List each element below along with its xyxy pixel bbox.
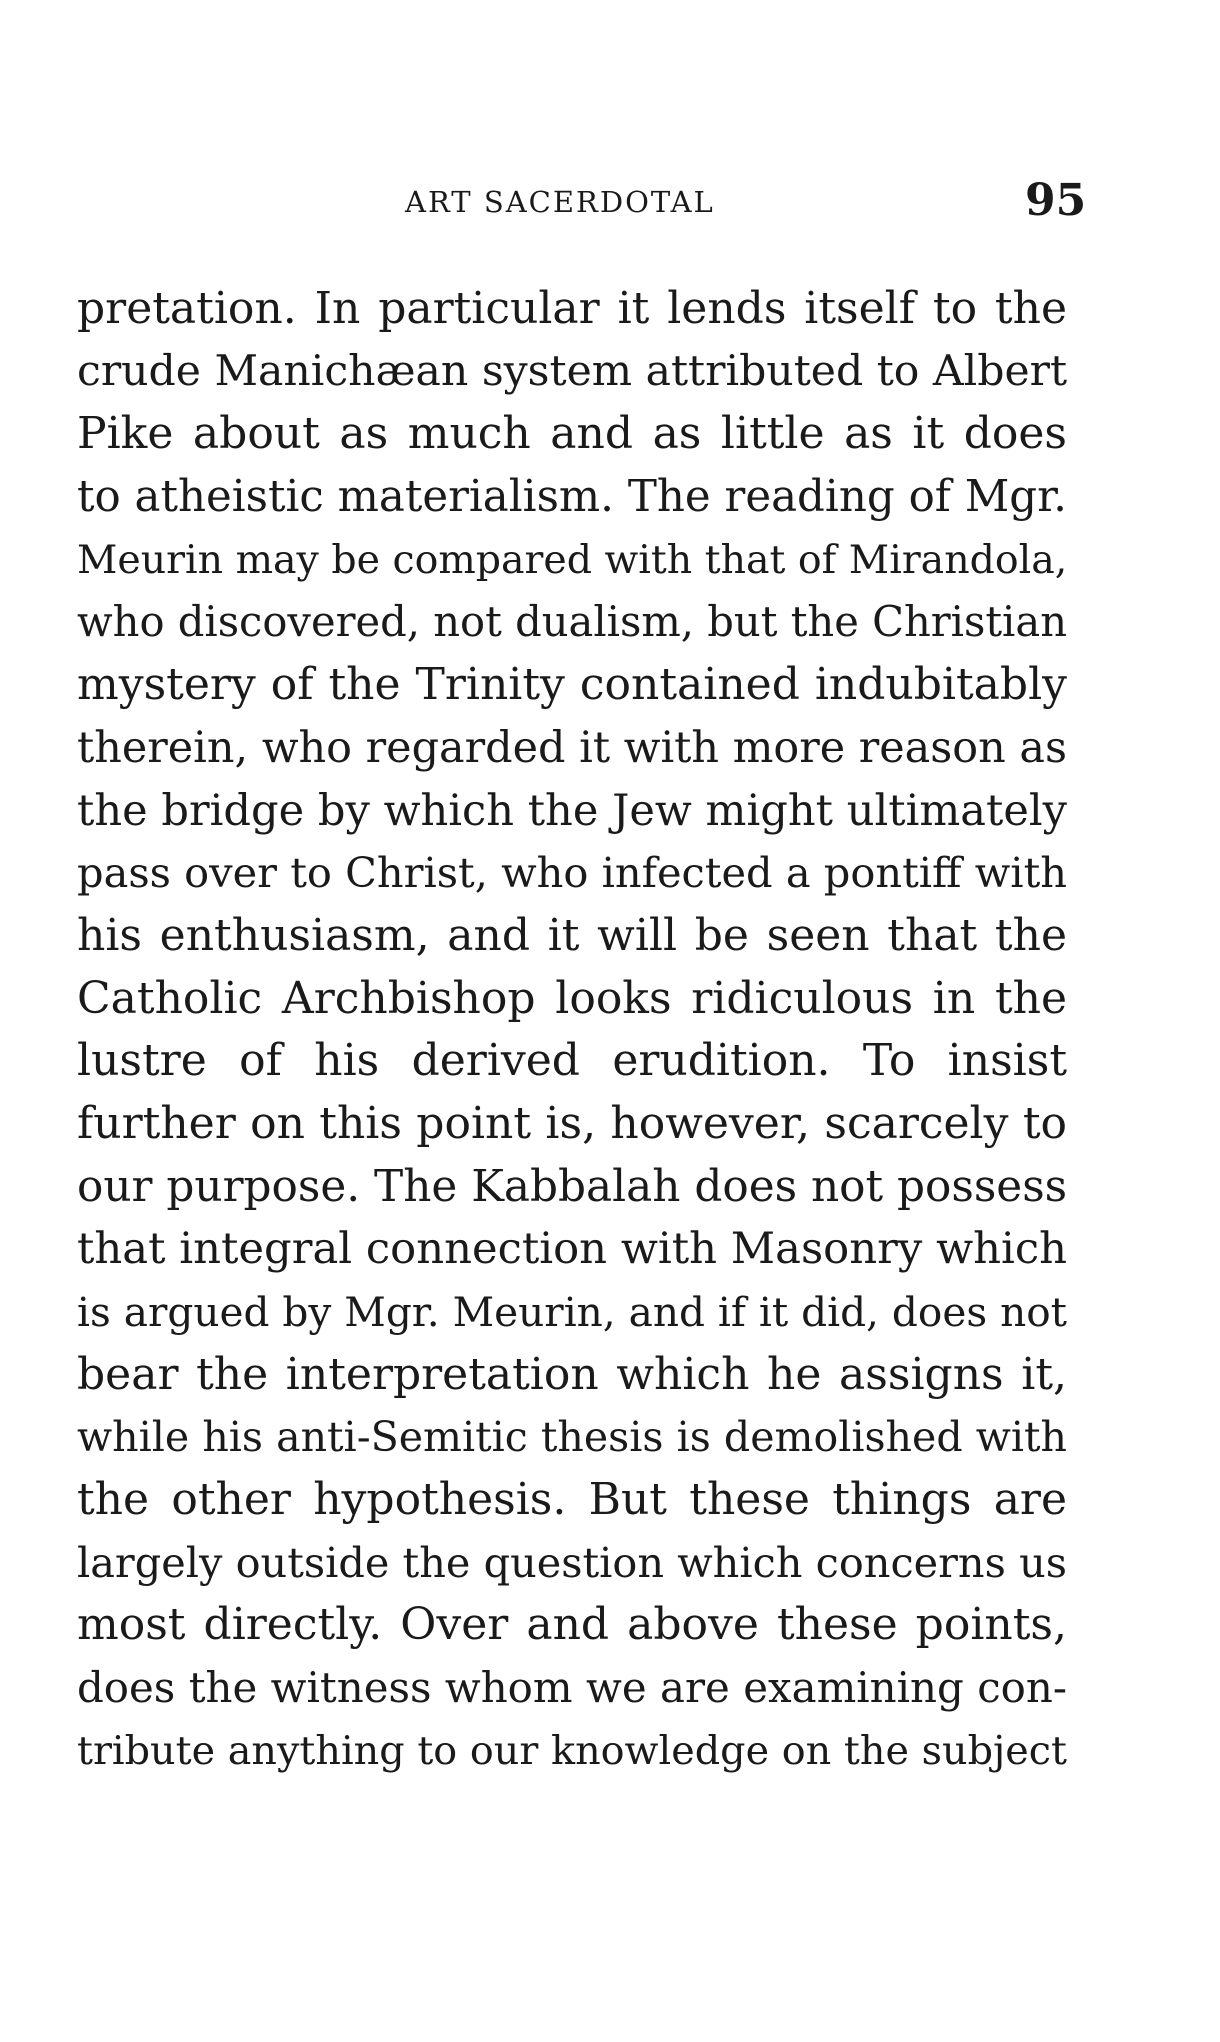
text-line: largely outside the question which concerns us (77, 1538, 1067, 1587)
text-line: therein, who regarded it with more reason as (77, 722, 1067, 773)
body-text (77, 278, 1067, 1783)
text-line: pass over to Christ, who infected a pontiff with (77, 848, 1067, 898)
page-number: 95 (1025, 175, 1087, 226)
text-line: the bridge by which the Jew might ultimately (77, 785, 1067, 836)
text-line: who discovered, not dualism, but the Christian (77, 597, 1067, 647)
text-line: his enthusiasm, and it will be seen that the (77, 909, 1067, 961)
text-line: further on this point is, however, scarcely to (77, 1097, 1067, 1149)
text-line: is argued by Mgr. Meurin, and if it did, does not (77, 1288, 1067, 1336)
text-line: tribute anything to our knowledge on the subject (77, 1727, 1067, 1774)
text-line: our purpose. The Kabbalah does not possess (77, 1160, 1068, 1212)
text-line: to atheistic materialism. The reading of Mgr. (77, 472, 1067, 523)
text-line: Pike about as much and as little as it does (77, 408, 1067, 460)
text-line: the other hypothesis. But these things are (77, 1474, 1067, 1526)
text-line: that integral connection with Masonry which (77, 1224, 1067, 1275)
text-line: lustre of his derived erudition. To insist (77, 1035, 1067, 1087)
text-line: bear the interpretation which he assigns it, (77, 1348, 1067, 1400)
running-head: ART SACERDOTAL (405, 185, 715, 219)
text-line: mystery of the Trinity contained indubitably (77, 659, 1067, 711)
text-line: Catholic Archbishop looks ridiculous in the (77, 972, 1067, 1024)
text-line: Meurin may be compared with that of Mirandola, (77, 536, 1068, 583)
text-line: most directly. Over and above these points, (77, 1599, 1067, 1651)
text-line: does the witness whom we are examining con- (77, 1663, 1067, 1713)
text-line: while his anti-Semitic thesis is demolished with (77, 1413, 1067, 1462)
text-line: pretation. In particular it lends itself to the (77, 283, 1067, 334)
text-line: crude Manichæan system attributed to Albert (77, 346, 1068, 396)
